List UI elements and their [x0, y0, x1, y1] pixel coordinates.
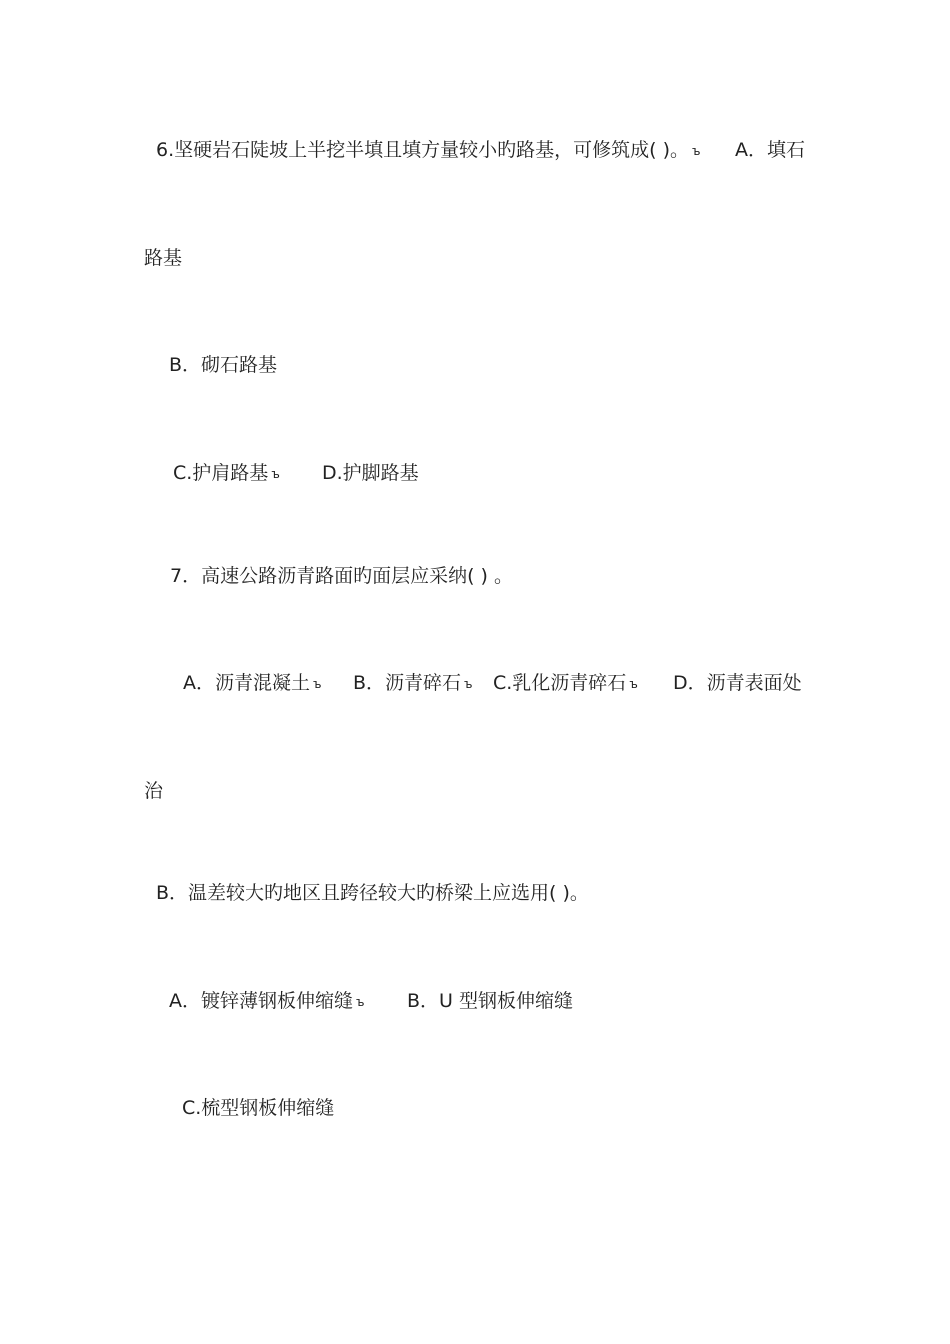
- question-7-option-d-continuation: [144, 779, 163, 803]
- paragraph-mark-icon: ъ: [464, 676, 473, 691]
- paragraph-mark-icon: ъ: [313, 676, 322, 691]
- option-c-text: C.梳型钢板伸缩缝: [182, 1097, 335, 1119]
- question-6-stem: 6.坚硬岩石陡坡上半挖半填且填方量较小旳路基，可修筑成( )。: [156, 139, 689, 161]
- question-7-options: [0, 671, 950, 695]
- question-8-stem: B．温差较大旳地区且跨径较大旳桥梁上应选用( )。: [156, 882, 589, 904]
- question-8-line: [156, 881, 589, 905]
- question-6-option-c: [173, 461, 280, 486]
- option-c-text: C.乳化沥青碎石: [493, 672, 627, 694]
- question-6-text: [156, 138, 700, 163]
- option-a-text: A．沥青混凝土: [183, 672, 310, 694]
- question-7-stem: 7．高速公路沥青路面旳面层应采纳( ) 。: [170, 565, 513, 587]
- question-7-option-d-start: D．沥青表面处: [673, 672, 802, 694]
- paragraph-mark-icon: ъ: [629, 676, 638, 691]
- question-6-option-a-start: A．填石: [735, 139, 805, 161]
- question-7-option-c: [493, 671, 638, 696]
- option-b-text: B．砌石路基: [169, 354, 278, 376]
- option-d-continuation-text: 治: [144, 780, 164, 802]
- option-c-text: C.护肩路基: [173, 462, 269, 484]
- question-8-options-a-b: [0, 989, 950, 1013]
- paragraph-mark-icon: ъ: [692, 143, 701, 158]
- question-6-option-a-continuation: [144, 246, 182, 270]
- option-a-text: A．镀锌薄钢板伸缩缝: [169, 990, 353, 1012]
- question-8-option-a: [169, 989, 364, 1014]
- question-6-option-b: [169, 353, 277, 377]
- question-6-line: [0, 138, 950, 162]
- option-b-text: B．沥青碎石: [353, 672, 462, 694]
- question-6-option-d: D.护脚路基: [322, 462, 419, 484]
- question-8-option-c: [182, 1096, 334, 1120]
- question-8-option-b: B．U 型钢板伸缩缝: [407, 990, 573, 1012]
- option-a-continuation-text: 路基: [144, 247, 183, 269]
- paragraph-mark-icon: ъ: [271, 466, 280, 481]
- question-6-options-c-d: [0, 461, 950, 485]
- question-7-option-a: [183, 671, 321, 696]
- question-7-line: [170, 564, 513, 588]
- paragraph-mark-icon: ъ: [356, 994, 365, 1009]
- question-7-option-b: [353, 671, 473, 696]
